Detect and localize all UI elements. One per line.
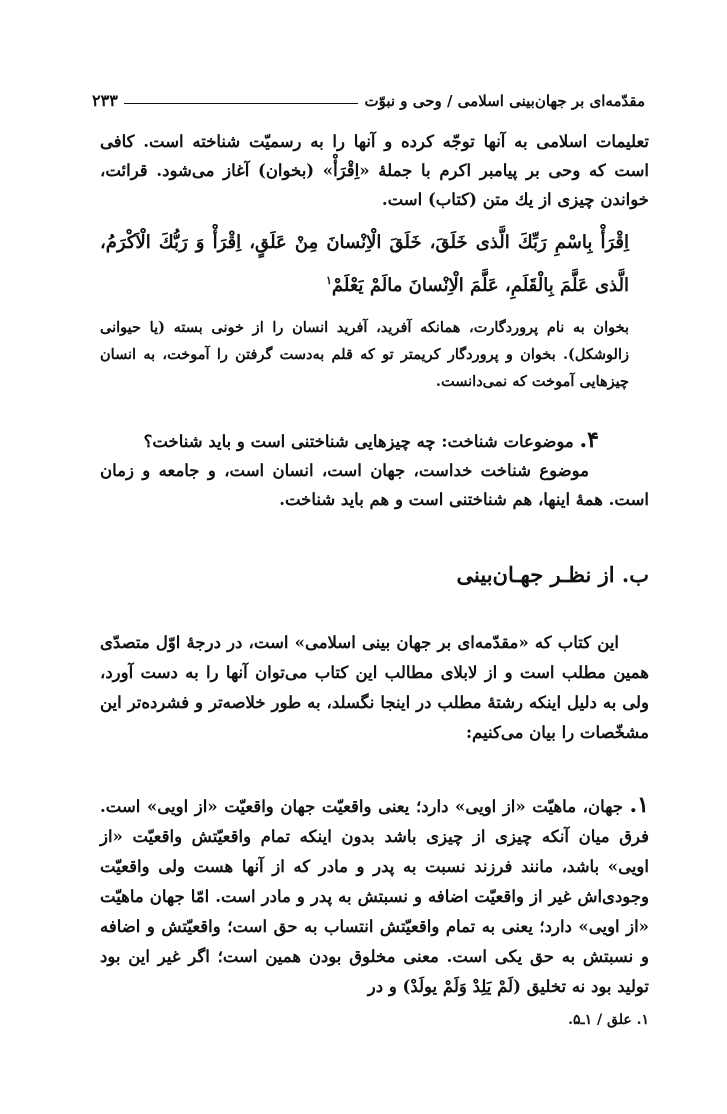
running-title: مقدّمه‌ای بر جهان‌بینی اسلامی / وحی و نبوّت [364, 92, 645, 110]
section-4-question-text: موضوعات شناخت: چه چیزهایی شناختنی است و باید شناخت؟ [143, 432, 574, 451]
quran-block [100, 224, 629, 305]
heading-b: ب. از نظـر جهـان‌بینی [456, 562, 649, 587]
footnote-block [100, 1012, 649, 1028]
para-b-block [100, 628, 649, 748]
section-4-answer: موضوع شناخت خداست، جهان است، انسان است، و جامعه و زمان است. همهٔ اینها، هم شناختنی است و هم باید شناخت. [100, 461, 649, 509]
intro-block [100, 127, 649, 214]
footnote-mark: ۱ [326, 274, 332, 287]
header-rule [124, 103, 359, 104]
para-b: این کتاب که «مقدّمه‌ای بر جهان بینی اسلامی» است، در درجهٔ اوّل متصدّی همین مطلب است و از لابلای مطالب این کتاب می‌توان آنها را به دست آورد، ولی به دلیل اینکه رشتهٔ مطلب در اینجا نگسلد، به طور خلاصه‌تر و فشرده‌تر این مشخّصات را بیان می‌کنیم: [100, 633, 649, 742]
heading-b-block [100, 562, 649, 587]
item-1-text: جهان، ماهیّت «از اویی» دارد؛ یعنی واقعیّت جهان واقعیّت «از اویی» است. فرق میان آنکه چیزی از چیزی باشد بدون اینکه تمام واقعیّتش واقعیّت «از اویی» باشد، مانند فرزند نسبت به پدر و مادر که از آنها هست ولی واقعیّت وجودی‌اش غیر از واقعیّت اضافه و نسبتش به پدر و مادر است. امّا جهان ماهیّت «از اویی» دارد؛ یعنی به تمام واقعیّتش انتساب به حق است؛ واقعیّتش و اضافه و نسبتش به حق یکی است. معنی مخلوق بودن همین است؛ اگر غیر این بود تولید بود نه تخلیق (لَمْ یَلِدْ وَلَمْ یولَدْ) و در [100, 797, 649, 996]
footnote: ۱. علق / ۱ـ۵. [568, 1012, 649, 1028]
quran-verse [100, 224, 629, 305]
item-1 [100, 790, 649, 1002]
section-4-number: ۴. [579, 427, 599, 453]
running-header [92, 84, 645, 110]
section-4-question [100, 426, 649, 456]
page-number: ۲۳۳ [92, 91, 118, 110]
section-4 [100, 426, 649, 514]
item-1-block [100, 790, 649, 1002]
item-1-number: ۱. [629, 792, 649, 818]
verse-translation: بخوان به نام پروردگارت، همانکه آفرید، آفرید انسان را از خونی بسته (یا حیوانی زالوشکل). بخوان و پروردگار کریمتر تو که قلم به‌دست گرفتن را آموخت، به انسان چیزهایی آموخت که نمی‌دانست. [100, 319, 629, 390]
quran-verse-text: اِقْرَأْ بِاسْمِ رَبِّكَ الَّذی خَلَقَ، خَلَقَ الْاِنْسانَ مِنْ عَلَقٍ، اِقْرَأْ وَ رَبُّكَ الْاَكْرَمُ، الَّذی عَلَّمَ بِالْقَلَمِ، عَلَّمَ الْاِنْسانَ مالَمْ یَعْلَمْ [100, 232, 629, 296]
intro-paragraph: تعلیمات اسلامی به آنها توجّه کرده و آنها را به رسمیّت شناخته است. کافی است که وحی بر پیامبر اکرم با جملهٔ «اِقْرَأْ» (بخوان) آغاز می‌شود. قرائت، خواندن چیزی از یك متن (کتاب) است. [100, 132, 649, 209]
translation-block [100, 314, 629, 395]
